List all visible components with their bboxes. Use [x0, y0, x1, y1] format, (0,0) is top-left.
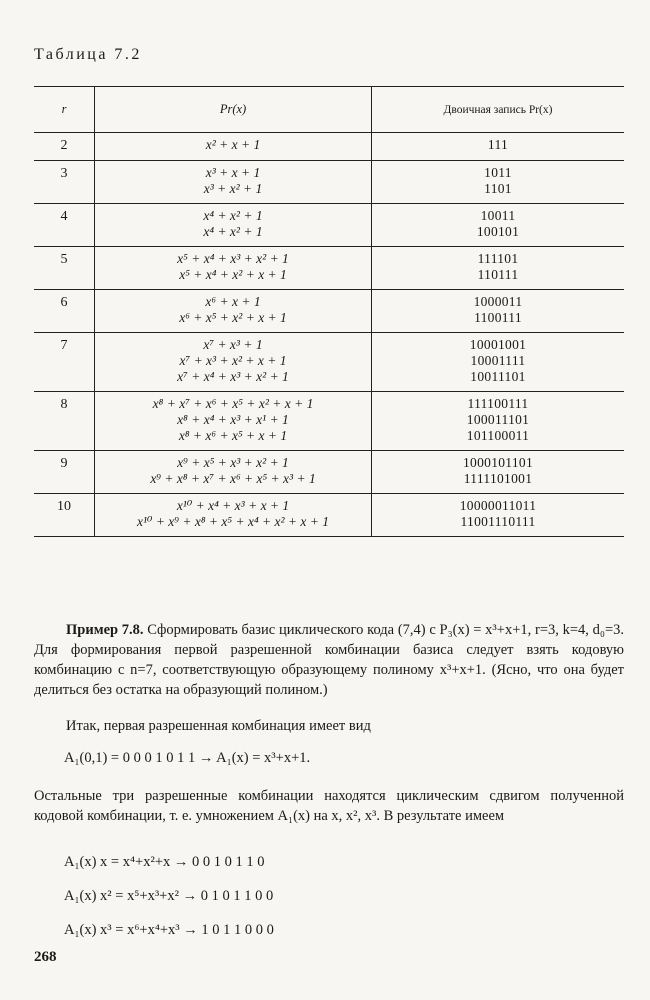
polynomial-cell	[95, 247, 372, 290]
header-binary: Двоичная запись Pr(x)	[372, 87, 625, 133]
table-row	[34, 290, 624, 333]
example-label: Пример 7.8.	[66, 622, 144, 638]
binary-code: 10011	[480, 208, 516, 223]
header-polynomial: Pr(x)	[95, 87, 372, 133]
polynomial: x⁷ + x⁴ + x³ + x² + 1	[177, 369, 289, 384]
polynomial-table	[34, 86, 624, 537]
polynomial-cell	[95, 494, 372, 537]
table-row	[34, 161, 624, 204]
binary-code: 111101	[477, 251, 519, 266]
binary-cell	[372, 161, 625, 204]
polynomial: x⁷ + x³ + x² + x + 1	[179, 353, 287, 368]
binary-code: 10001001	[469, 337, 527, 352]
degree-cell: 10	[57, 499, 71, 514]
shift-equation-2: A₁(x) x² = x⁵+x³+x² → 0 1 0 1 1 0 0	[64, 888, 274, 904]
polynomial: x⁸ + x⁶ + x⁵ + x + 1	[178, 428, 288, 443]
binary-code: 1111101001	[463, 471, 533, 486]
polynomial-cell	[95, 204, 372, 247]
polynomial: x⁶ + x⁵ + x² + x + 1	[179, 310, 287, 325]
polynomial: x¹⁰ + x⁴ + x³ + x + 1	[176, 498, 290, 513]
polynomial: x⁵ + x⁴ + x² + x + 1	[179, 267, 287, 282]
binary-cell	[372, 247, 625, 290]
binary-cell	[372, 333, 625, 392]
degree-cell: 9	[60, 456, 68, 471]
table-row	[34, 333, 624, 392]
first-combination-equation: A₁(0,1) = 0 0 0 1 0 1 1 → A₁(x) = x³+x+1.	[64, 750, 311, 766]
polynomial: x⁷ + x³ + 1	[203, 337, 263, 352]
binary-code: 100011101	[466, 412, 530, 427]
table-row	[34, 204, 624, 247]
polynomial: x⁸ + x⁷ + x⁶ + x⁵ + x² + x + 1	[152, 396, 314, 411]
table-caption: Таблица 7.2	[34, 46, 142, 63]
polynomial: x⁵ + x⁴ + x³ + x² + 1	[177, 251, 289, 266]
polynomial: x⁶ + x + 1	[205, 294, 261, 309]
polynomial: x³ + x + 1	[205, 165, 261, 180]
polynomial-cell	[95, 133, 372, 161]
table-row	[34, 392, 624, 451]
table-row	[34, 133, 624, 161]
header-r: r	[34, 87, 95, 133]
binary-cell	[372, 133, 625, 161]
shift-equation-1: A₁(x) x = x⁴+x²+x → 0 0 1 0 1 1 0	[64, 854, 265, 870]
degree-cell: 8	[60, 397, 68, 412]
table-row	[34, 451, 624, 494]
degree-cell: 3	[60, 166, 68, 181]
binary-code: 1101	[484, 181, 512, 196]
degree-cell: 7	[60, 338, 68, 353]
binary-code: 1011	[484, 165, 512, 180]
polynomial: x⁴ + x² + 1	[203, 224, 263, 239]
binary-cell	[372, 392, 625, 451]
table-header-row	[34, 87, 624, 133]
polynomial-cell	[95, 161, 372, 204]
binary-code: 1000101101	[463, 455, 533, 470]
polynomial-cell	[95, 290, 372, 333]
binary-code: 1000011	[473, 294, 523, 309]
polynomial: x⁹ + x⁵ + x³ + x² + 1	[177, 455, 289, 470]
binary-code: 1100111	[474, 310, 522, 325]
polynomial-cell	[95, 451, 372, 494]
shift-paragraph: Остальные три разрешенные комбинации находятся циклическим сдвигом полученной кодовой комбинации, т. е. умножением A₁(x) на x, x², x³. В результате имеем	[34, 788, 624, 824]
binary-cell	[372, 494, 625, 537]
polynomial: x⁴ + x² + 1	[203, 208, 263, 223]
table-body	[34, 133, 624, 537]
binary-code: 101100011	[466, 428, 530, 443]
page-number: 268	[34, 949, 57, 965]
table-row	[34, 494, 624, 537]
intro-paragraph: Итак, первая разрешенная комбинация имеет вид	[66, 718, 371, 734]
binary-code: 111	[487, 137, 509, 152]
binary-code: 10011101	[470, 369, 526, 384]
polynomial: x¹⁰ + x⁹ + x⁸ + x⁵ + x⁴ + x² + x + 1	[137, 514, 329, 529]
binary-cell	[372, 451, 625, 494]
table-row	[34, 247, 624, 290]
degree-cell: 2	[60, 138, 68, 153]
polynomial: x⁸ + x⁴ + x³ + x¹ + 1	[177, 412, 289, 427]
binary-code: 100101	[476, 224, 520, 239]
polynomial: x² + x + 1	[205, 137, 261, 152]
binary-code: 10001111	[470, 353, 526, 368]
binary-cell	[372, 204, 625, 247]
binary-code: 110111	[477, 267, 519, 282]
binary-code: 10000011011	[459, 498, 537, 513]
example-text: Сформировать базис циклического кода (7,4) с P₃(x) = x³+x+1, r=3, k=4, d₀=3. Для формирования первой разрешенной комбинации базиса следует взять кодовую комбинацию с n=7, соответствующую образующему полиному x³+x+1. (Ясно, что она будет делиться без остатка на образующий полином.)	[34, 622, 624, 698]
binary-code: 11001110111	[460, 514, 536, 529]
example-paragraph	[34, 620, 624, 700]
degree-cell: 4	[60, 209, 68, 224]
polynomial-cell	[95, 392, 372, 451]
binary-cell	[372, 290, 625, 333]
shift-equation-3: A₁(x) x³ = x⁶+x⁴+x³ → 1 0 1 1 0 0 0	[64, 922, 274, 938]
degree-cell: 6	[60, 295, 68, 310]
polynomial: x³ + x² + 1	[203, 181, 263, 196]
polynomial-cell	[95, 333, 372, 392]
degree-cell: 5	[60, 252, 68, 267]
binary-code: 111100111	[467, 396, 529, 411]
polynomial: x⁹ + x⁸ + x⁷ + x⁶ + x⁵ + x³ + 1	[150, 471, 316, 486]
